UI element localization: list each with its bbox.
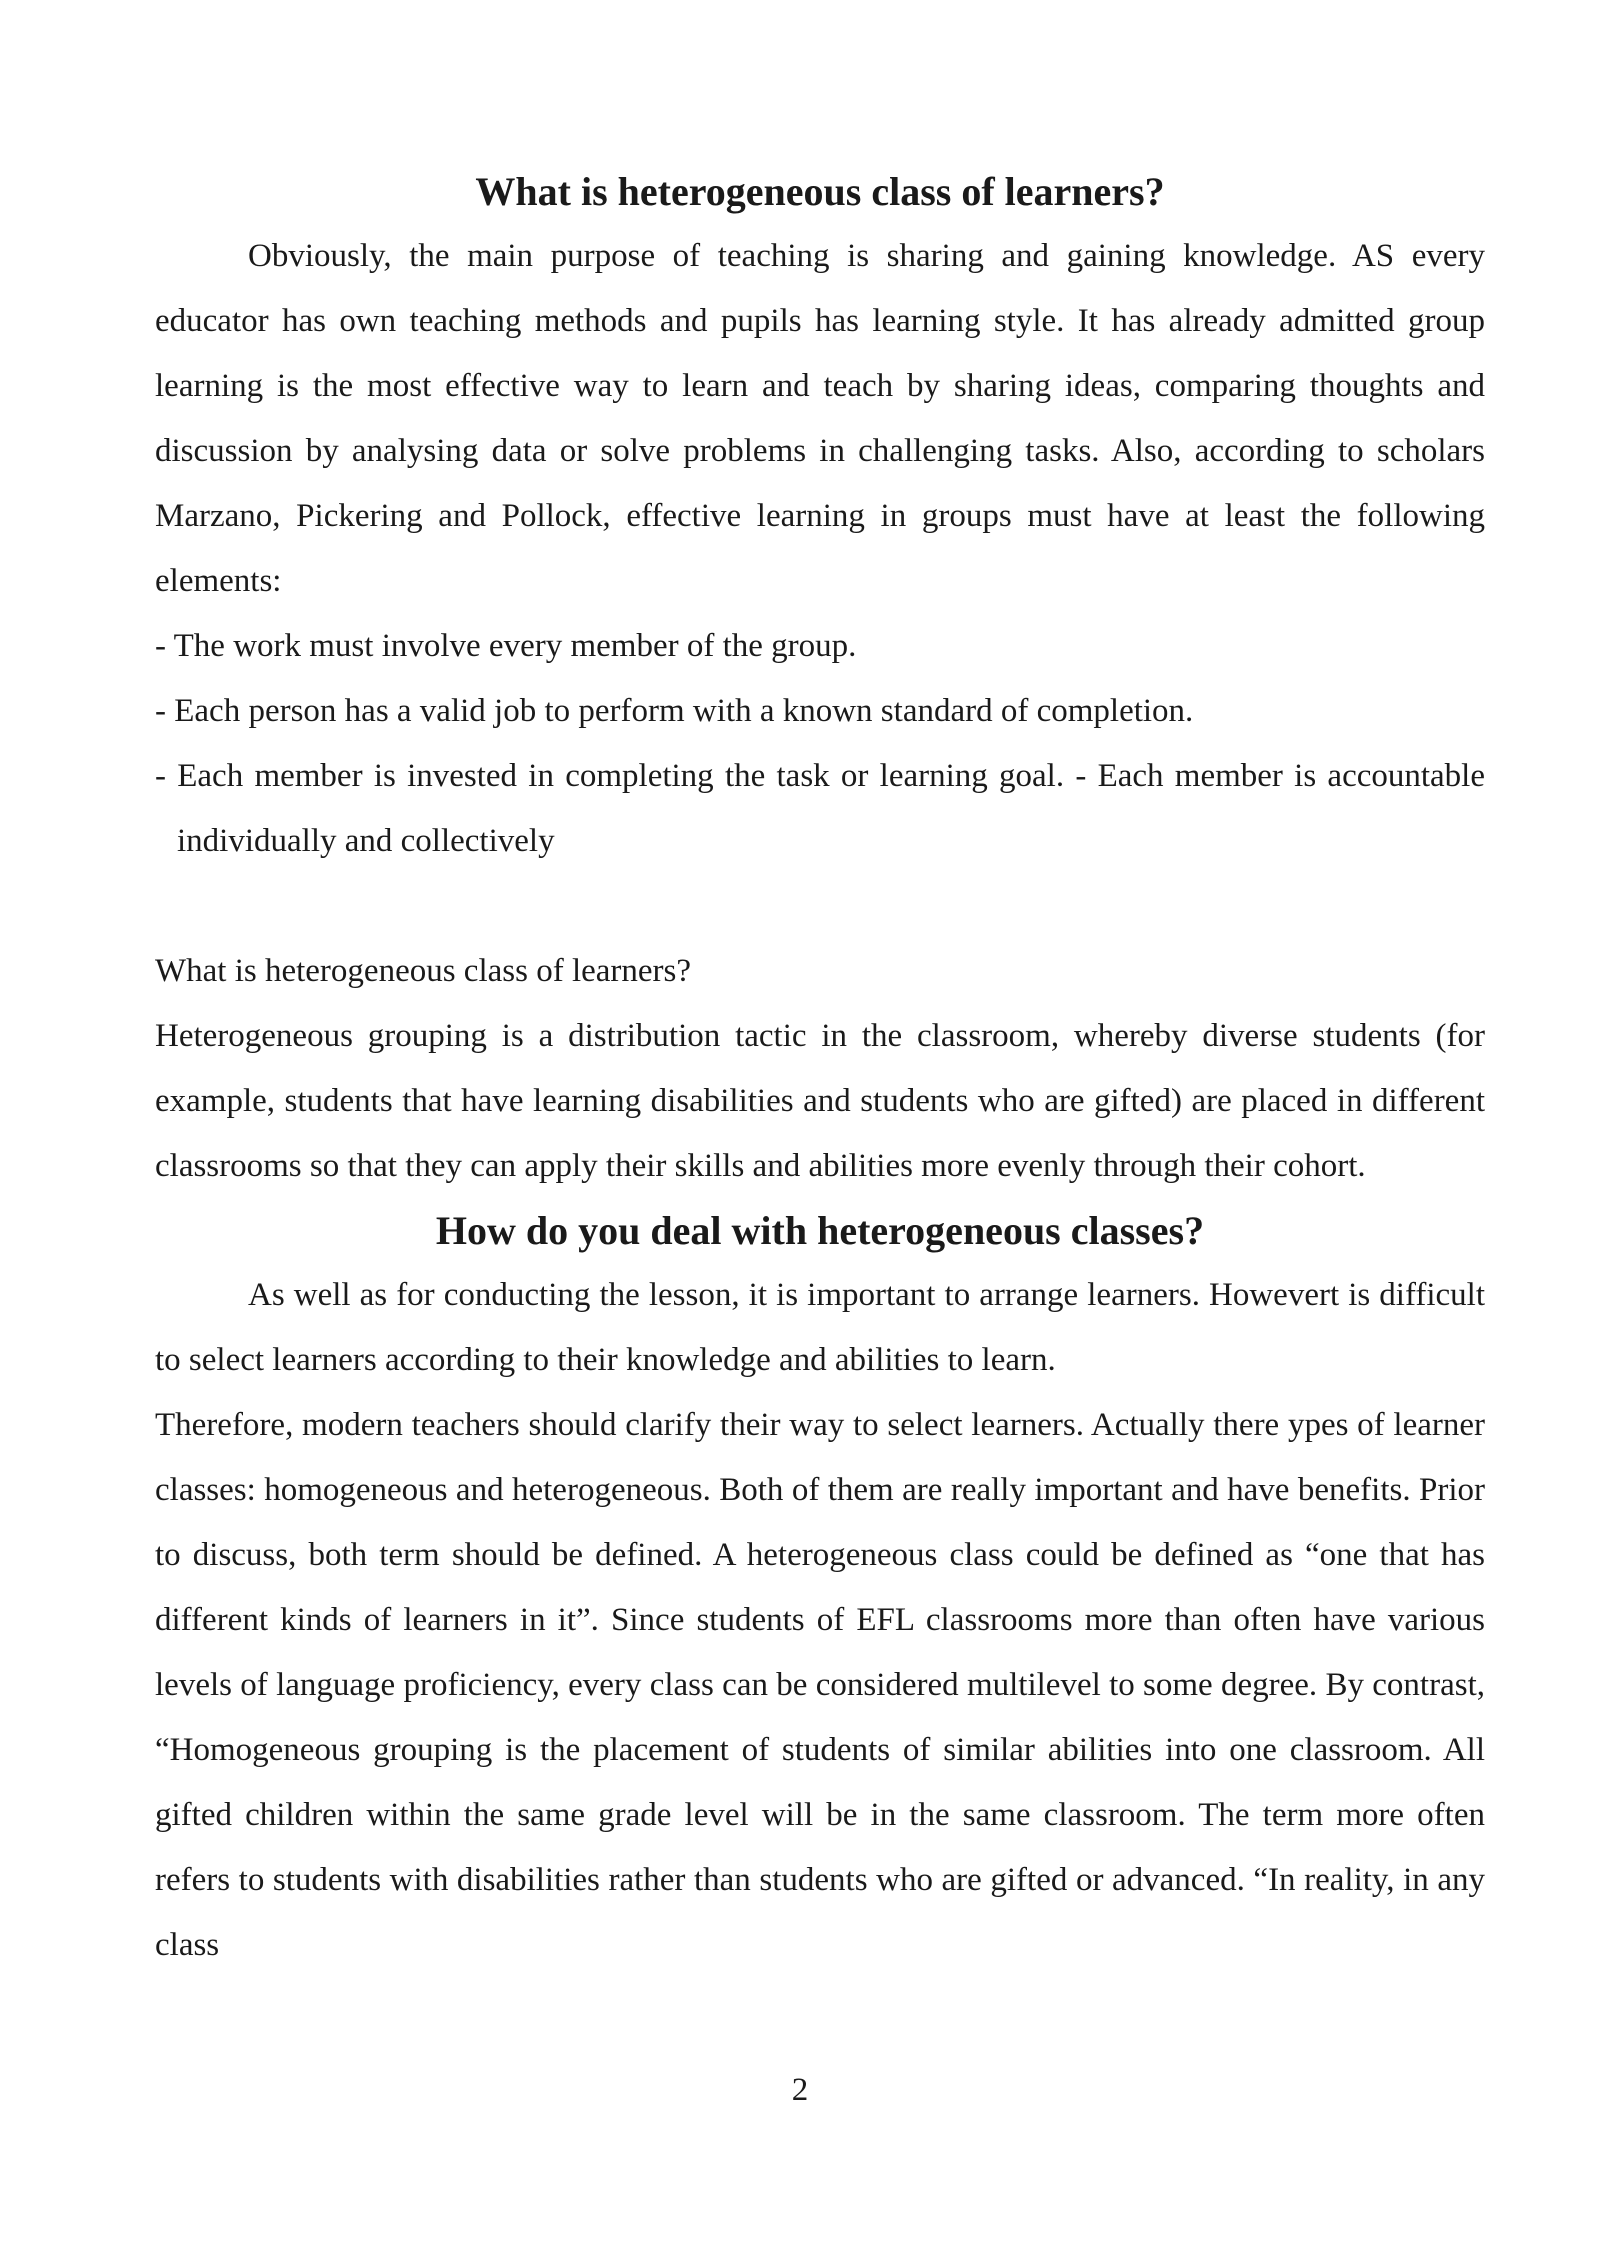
list-item: - Each person has a valid job to perform with a known standard of completion.	[155, 693, 1194, 729]
list-item: - Each member is invested in completing the task or learning goal. - Each member is accountable individually and collectively	[155, 758, 1485, 859]
list-item: - The work must involve every member of the group.	[155, 628, 857, 664]
intro-paragraph: Obviously, the main purpose of teaching is sharing and gaining knowledge. AS every educator has own teaching methods and pupils has learning style. It has already admitted group learning is the most effective way to learn and teach by sharing ideas, comparing thoughts and discussion by analysing data or solve problems in challenging tasks. Also, according to scholars Marzano, Pickering and Pollock, effective learning in groups must have at least the following elements:	[155, 238, 1485, 599]
section-heading-deal-with-classes: How do you deal with heterogeneous classes?	[435, 1208, 1205, 1253]
definition-paragraph: Heterogeneous grouping is a distribution tactic in the classroom, whereby diverse students (for example, students that have learning disabilities and students who are gifted) are placed in different classrooms so that they can apply their skills and abilities more evenly through their cohort.	[155, 1018, 1485, 1184]
page-number: 2	[791, 2072, 809, 2108]
body-paragraph: As well as for conducting the lesson, it is important to arrange learners. Howevert is difficult to select learners according to their knowledge and abilities to learn.	[155, 1277, 1485, 1378]
body-paragraph: Therefore, modern teachers should clarify their way to select learners. Actually there ypes of learner classes: homogeneous and heterogeneous. Both of them are really important and have benefits. Prior to discuss, both term should be defined. A heterogeneous class could be defined as “one that has different kinds of learners in it”. Since students of EFL classrooms more than often have various levels of language proficiency, every class can be considered multilevel to some degree. By contrast, “Homogeneous grouping is the placement of students of similar abilities into one classroom. All gifted children within the same grade level will be in the same classroom. The term more often refers to students with disabilities rather than students who are gifted or advanced. “In reality, in any class	[155, 1407, 1485, 1963]
document-page	[155, 160, 1485, 1978]
spacer	[155, 874, 1485, 939]
section-heading-heterogeneous-class: What is heterogeneous class of learners?	[475, 169, 1165, 214]
question-line: What is heterogeneous class of learners?	[155, 953, 692, 989]
